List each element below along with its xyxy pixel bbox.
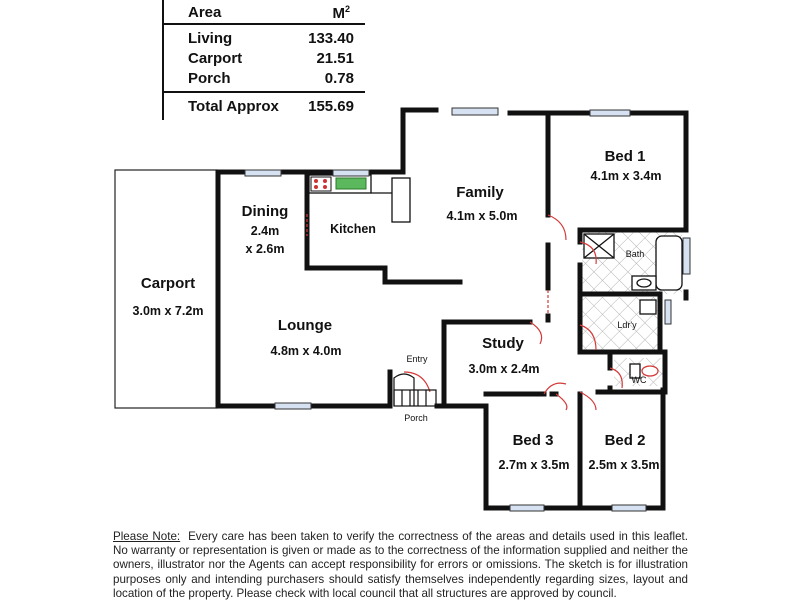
room-lounge-size: 4.8m x 4.0m (270, 344, 342, 358)
room-wc-name: WC (631, 375, 647, 385)
room-laundry-name: Ldr'y (617, 320, 637, 330)
area-row-living: Living 133.40 (188, 30, 354, 47)
note-text: Every care has been taken to verify the correctness of the areas and details used in this leaflet. No warranty or representation is given or made as to the correctness of the information supplied and neither the owners, illustrator nor the Agents can accept responsibility for errors or omissions. The sketch is for illustration purposes only and intending purchasers should satisfy themselves independently regarding sizes, layout and location of the property. Please check with local council that all structures are approved by council. (113, 530, 688, 600)
room-bed2-size: 2.5m x 3.5m (588, 458, 660, 472)
room-dining-size-2: x 2.6m (245, 242, 285, 256)
area-header-unit: $M^2$ (332, 4, 350, 22)
area-row-carport: Carport 21.51 (188, 50, 354, 67)
room-carport-size: 3.0m x 7.2m (132, 304, 204, 318)
sink-icon (336, 178, 366, 189)
room-family-name: Family (456, 184, 504, 201)
note-heading: Please Note: (113, 530, 181, 543)
room-dining-size-1: 2.4m (250, 224, 280, 238)
area-header-label: Area (188, 4, 222, 21)
room-study-size: 3.0m x 2.4m (468, 362, 540, 376)
doors (307, 214, 622, 410)
room-kitchen-name: Kitchen (330, 222, 376, 236)
room-bed3-name: Bed 3 (512, 432, 554, 449)
room-study-name: Study (482, 335, 524, 352)
room-family-size: 4.1m x 5.0m (446, 209, 518, 223)
disclaimer-note (113, 530, 688, 601)
room-entry-name: Entry (406, 354, 428, 364)
cooktop-icon (311, 177, 331, 191)
room-carport-name: Carport (140, 275, 196, 292)
room-bed1-name: Bed 1 (604, 148, 646, 165)
entry-porch (394, 372, 436, 406)
room-lounge-name: Lounge (277, 317, 333, 334)
room-bed2-name: Bed 2 (604, 432, 646, 449)
room-bed1-size: 4.1m x 3.4m (590, 169, 662, 183)
room-bed3-size: 2.7m x 3.5m (498, 458, 570, 472)
area-table-lines (163, 0, 365, 120)
room-porch-name: Porch (404, 413, 428, 423)
room-bath-name: Bath (625, 249, 645, 259)
room-dining-name: Dining (241, 203, 289, 220)
area-row-total: Total Approx 155.69 (188, 98, 354, 115)
area-row-porch: Porch 0.78 (188, 70, 354, 87)
